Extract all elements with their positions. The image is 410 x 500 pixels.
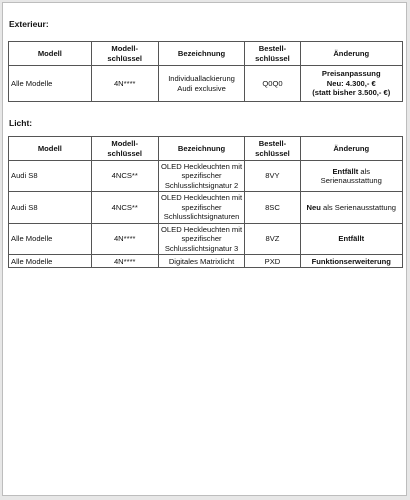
cell-modellschluessel: 4N**** <box>91 255 158 268</box>
aenderung-text: als Serienausstattung <box>320 202 397 212</box>
header-modell: Modell <box>9 137 92 161</box>
cell-bestellschluessel: 8VZ <box>245 223 300 254</box>
cell-bestellschluessel: PXD <box>245 255 300 268</box>
document-page <box>2 2 407 496</box>
aenderung-bold: Entfällt <box>332 166 359 176</box>
licht-table <box>8 136 403 268</box>
cell-modell: Audi S8 <box>9 192 92 223</box>
cell-modellschluessel: 4N**** <box>91 66 158 102</box>
cell-bezeichnung: Digitales Matrixlicht <box>158 255 245 268</box>
table-row <box>9 192 403 223</box>
header-modellschluessel: Modell- schlüssel <box>91 137 158 161</box>
table-row <box>9 223 403 254</box>
cell-bestellschluessel: 8VY <box>245 161 300 192</box>
cell-modell: Alle Modelle <box>9 223 92 254</box>
aenderung-line-1: Preisanpassung <box>321 69 381 79</box>
cell-aenderung <box>300 255 402 268</box>
cell-bezeichnung: OLED Heckleuchten mit spezifischer Schlusslichtsignatur 2 <box>158 161 245 192</box>
header-aenderung: Änderung <box>300 42 402 66</box>
cell-modell: Audi S8 <box>9 161 92 192</box>
table-header-row <box>9 42 403 66</box>
table-row <box>9 255 403 268</box>
cell-aenderung <box>300 192 402 223</box>
section-title-licht: Licht: <box>9 118 33 128</box>
cell-aenderung <box>300 66 402 102</box>
header-bestellschluessel: Bestell- schlüssel <box>245 137 300 161</box>
cell-modellschluessel: 4NCS** <box>91 192 158 223</box>
table-row <box>9 66 403 102</box>
aenderung-bold: Neu <box>306 202 321 212</box>
header-bezeichnung: Bezeichnung <box>158 137 245 161</box>
cell-modell: Alle Modelle <box>9 66 92 102</box>
cell-modellschluessel: 4NCS** <box>91 161 158 192</box>
table-header-row <box>9 137 403 161</box>
aenderung-bold: Funktionserweiterung <box>311 256 391 266</box>
table-row <box>9 161 403 192</box>
header-bezeichnung: Bezeichnung <box>158 42 245 66</box>
header-modellschluessel: Modell- schlüssel <box>91 42 158 66</box>
cell-bestellschluessel: 8SC <box>245 192 300 223</box>
header-aenderung: Änderung <box>300 137 402 161</box>
cell-bezeichnung: OLED Heckleuchten mit spezifischer Schlusslichtsignaturen <box>158 192 245 223</box>
exterieur-table <box>8 41 403 102</box>
header-bestellschluessel: Bestell- schlüssel <box>245 42 300 66</box>
cell-bestellschluessel: Q0Q0 <box>245 66 300 102</box>
aenderung-line-2: Neu: 4.300,- € <box>326 78 376 88</box>
cell-bezeichnung: OLED Heckleuchten mit spezifischer Schlusslichtsignatur 3 <box>158 223 245 254</box>
aenderung-text: als Serienausstattung <box>320 166 382 186</box>
aenderung-line-3: (statt bisher 3.500,- €) <box>312 88 391 98</box>
cell-modell: Alle Modelle <box>9 255 92 268</box>
aenderung-bold: Entfällt <box>338 234 365 244</box>
header-modell: Modell <box>9 42 92 66</box>
cell-aenderung <box>300 223 402 254</box>
cell-bezeichnung: Individuallackierung Audi exclusive <box>158 66 245 102</box>
section-title-exterieur: Exterieur: <box>9 19 49 29</box>
cell-modellschluessel: 4N**** <box>91 223 158 254</box>
cell-aenderung <box>300 161 402 192</box>
